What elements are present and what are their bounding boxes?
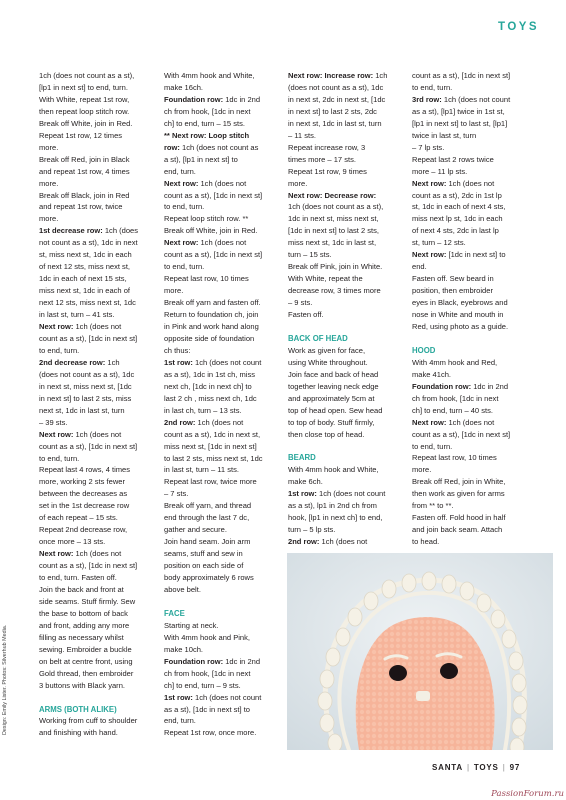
text-line: gather and secure.	[164, 525, 227, 535]
row-text: 1ch	[105, 357, 120, 367]
text-line	[39, 321, 156, 333]
text-line: position, then embroider	[412, 286, 493, 296]
row-label: Next row:	[412, 178, 447, 188]
text-line: [lp1 in next st] to end, turn.	[39, 82, 128, 92]
text-line: opposite side of foundation	[164, 333, 255, 343]
text-line: Repeat last 4 rows, 4 times	[39, 465, 131, 475]
page-number: 97	[509, 763, 521, 772]
text-line: not count as a st), 1dc in next	[39, 238, 138, 248]
text-line	[164, 142, 281, 154]
text-line: and repeat 1st row, 4 times	[39, 166, 130, 176]
text-line: count as a st), [1dc in next st]	[164, 250, 263, 260]
row-label: Next row: Decrease row:	[288, 190, 377, 200]
section-heading-arms: ARMS (BOTH ALIKE)	[39, 704, 117, 714]
text-line: twice in last st, turn	[412, 130, 477, 140]
text-line: [lp1 in next st] to last st, [lp1]	[412, 118, 508, 128]
text-line: between the decreases as	[39, 489, 128, 499]
watermark: PassionForum.ru	[491, 789, 564, 799]
row-text: 1ch (does not	[73, 549, 122, 559]
text-line: st, turn – 12 sts.	[412, 238, 466, 248]
text-line: Repeat loop stitch row. **	[164, 214, 249, 224]
text-line: of next 4 sts, 2dc in last lp	[412, 226, 499, 236]
footer-section: TOYS	[473, 763, 499, 772]
text-line: count as a st), 2dc in 1st lp	[412, 190, 502, 200]
text-line: turn – 5 lp sts.	[288, 525, 336, 535]
page-footer	[432, 763, 520, 772]
text-line: miss next lp st, 1dc in each	[412, 214, 503, 224]
text-line: st, miss next st, 1dc in each	[39, 250, 132, 260]
column-2	[164, 70, 281, 739]
text-line	[288, 488, 405, 500]
row-text: 1ch (does not	[446, 178, 495, 188]
text-line: end, turn.	[164, 166, 196, 176]
text-line: more.	[39, 142, 59, 152]
text-line	[412, 178, 529, 190]
text-line: once more – 13 sts.	[39, 537, 106, 547]
text-line: Repeat 1st row, 12 times	[39, 130, 123, 140]
row-label: 1st row:	[164, 692, 193, 702]
text-line: end.	[412, 262, 427, 272]
text-line: Repeat last row, 10 times	[412, 453, 497, 463]
section-heading-beard: BEARD	[288, 453, 316, 463]
text-line: and join back seam. Attach	[412, 525, 503, 535]
row-text: 1ch (does not count	[316, 489, 386, 499]
text-line: in next st] to last 2 sts, 2dc	[288, 106, 377, 116]
text-line: to last 2 sts, miss next st, 1dc	[164, 453, 263, 463]
text-line: ch from hook, [1dc in next	[164, 106, 251, 116]
text-line: – 39 sts.	[39, 417, 68, 427]
row-text: 1ch (does not	[198, 178, 247, 188]
text-line: make 10ch.	[164, 644, 204, 654]
row-text: 1ch (does not	[195, 417, 244, 427]
text-line	[412, 94, 529, 106]
text-line	[164, 94, 281, 106]
text-line: make 6ch.	[288, 477, 323, 487]
row-label: Next row:	[39, 429, 74, 439]
text-line: as a st), [lp1] twice in 1st st,	[412, 106, 505, 116]
text-line: times more – 17 sts.	[288, 154, 356, 164]
row-text: 1ch (does	[102, 226, 139, 236]
row-label: Next row: Increase row:	[288, 71, 374, 80]
text-line: top of head open. Sew head	[288, 405, 383, 415]
text-line: to end, turn.	[164, 262, 205, 272]
text-line: to end, turn. Fasten off.	[39, 573, 117, 583]
text-line	[164, 357, 281, 369]
santa-face-illustration	[287, 553, 553, 750]
text-line: as a st), [1dc in next st] to	[164, 704, 250, 714]
text-line: Break off yarn, and thread	[164, 501, 252, 511]
text-line: next 12 sts, miss next st, 1dc	[39, 298, 136, 308]
row-text: 1ch (does not count	[192, 692, 262, 702]
text-line: Gold thread, then embroider	[39, 668, 134, 678]
text-line: – 7 sts.	[164, 489, 189, 499]
santa-face-photo	[287, 553, 553, 750]
section-heading-hood: HOOD	[412, 345, 436, 355]
text-line	[164, 178, 281, 190]
row-text: 1dc in 2nd	[223, 656, 261, 666]
text-line	[288, 70, 405, 82]
text-line: Fasten off.	[288, 310, 324, 320]
text-line: With 4mm hook and White,	[288, 465, 379, 475]
text-line: in last ch, turn – 13 sts.	[164, 405, 242, 415]
text-line: to top of body. Stuff firmly,	[288, 417, 375, 427]
text-line: more.	[412, 465, 432, 475]
text-line: Fasten off. Sew beard in	[412, 274, 494, 284]
text-line: 1ch (does not count as a st),	[39, 71, 135, 80]
row-text: 1ch (does not	[73, 429, 122, 439]
text-line	[39, 357, 156, 369]
text-line: make 41ch.	[412, 369, 452, 379]
text-line: ch from hook, [1dc in next	[412, 393, 499, 403]
text-line: make 16ch.	[164, 82, 204, 92]
text-line: end through the last 7 dc,	[164, 513, 250, 523]
row-label: Next row:	[164, 238, 199, 248]
text-line: ch from hook, [1dc in next	[164, 668, 251, 678]
text-line: next st, 1dc in last st, turn	[39, 405, 125, 415]
text-line: Join face and back of head	[288, 369, 379, 379]
footer-magazine: SANTA	[432, 763, 463, 772]
text-line	[39, 429, 156, 441]
text-line: Break off White, join in Red.	[39, 118, 133, 128]
text-line: Return to foundation ch, join	[164, 310, 259, 320]
left-eye-icon	[389, 665, 407, 681]
text-line: ch thus:	[164, 345, 191, 355]
text-line: count as a st), [1dc in next st]	[412, 429, 511, 439]
row-text: 1ch (does not count	[192, 357, 262, 367]
text-line: With White, repeat the	[288, 274, 363, 284]
text-line: of each repeat – 15 sts.	[39, 513, 118, 523]
row-label: 2nd row:	[288, 537, 320, 547]
text-line: Break off Black, join in Red	[39, 190, 130, 200]
text-line: from ** to **.	[412, 501, 454, 511]
text-line: then repeat loop stitch row.	[39, 106, 130, 116]
text-line	[164, 656, 281, 668]
text-line: Repeat 1st row, once more.	[164, 728, 257, 738]
text-line: With 4mm hook and Red,	[412, 357, 498, 367]
text-line: – 7 lp sts.	[412, 142, 445, 152]
text-line: to head.	[412, 537, 440, 547]
row-label: Foundation row:	[164, 656, 224, 666]
text-line: count as a st), [1dc in next st]	[39, 441, 138, 451]
row-label: Foundation row:	[164, 94, 224, 104]
text-line: turn – 15 sts.	[288, 250, 332, 260]
text-line: and repeat 1st row, twice	[39, 202, 123, 212]
text-line	[164, 130, 281, 142]
text-line: sewing. Embroider a buckle	[39, 644, 132, 654]
text-line: to end, turn.	[412, 441, 453, 451]
text-line: decrease row, 3 times more	[288, 286, 381, 296]
row-label: 2nd row:	[164, 417, 196, 427]
text-line: more.	[39, 178, 59, 188]
text-line	[288, 190, 405, 202]
text-line: Working from cuff to shoulder	[39, 716, 138, 726]
text-line: above belt.	[164, 584, 201, 594]
text-line: to end, turn.	[164, 202, 205, 212]
row-label: Next row:	[412, 250, 447, 260]
text-line: miss next st, 1dc in each of	[39, 286, 131, 296]
text-line: set in the 1st decrease row	[39, 501, 130, 511]
row-text: 1dc in 2nd	[471, 381, 509, 391]
row-label: Next row:	[39, 549, 74, 559]
text-line: Repeat 2nd decrease row,	[39, 525, 128, 535]
column-4	[412, 70, 529, 548]
text-line: in last st, turn – 41 sts.	[39, 310, 115, 320]
section-tag: TOYS	[498, 21, 540, 33]
text-line: side seams. Stuff firmly. Sew	[39, 596, 136, 606]
text-line: in next st, 2dc in next st, [1dc	[288, 94, 386, 104]
text-line: as a st), lp1 in 2nd ch from	[288, 501, 377, 511]
row-text: 1ch (does not count as	[179, 142, 259, 152]
row-text: 1ch (does not	[446, 417, 495, 427]
text-line: then work as given for arms	[412, 489, 505, 499]
text-line: a st), [lp1 in next st] to	[164, 154, 238, 164]
row-text: 1dc in 2nd	[223, 94, 261, 104]
text-line: (does not count as a st), 1dc	[39, 369, 135, 379]
text-line: Red, using photo as a guide.	[412, 322, 509, 332]
section-heading-face: FACE	[164, 608, 185, 618]
row-label: Next row:	[39, 322, 74, 332]
text-line: (does not count as a st), 1dc	[288, 82, 384, 92]
text-line: count as a st), [1dc in next st]	[39, 333, 138, 343]
column-3	[288, 70, 405, 548]
text-line	[164, 692, 281, 704]
row-label: ** Next row: Loop stitch	[164, 130, 250, 140]
text-line	[288, 536, 405, 548]
text-line: With 4mm hook and White,	[164, 71, 255, 80]
row-text: 1ch (does not count	[441, 94, 511, 104]
text-line: – 11 sts.	[288, 130, 316, 140]
text-line	[39, 225, 156, 237]
text-line: next ch, [1dc in next ch] to	[164, 381, 252, 391]
text-line: together leaving neck edge	[288, 381, 379, 391]
row-label: Next row:	[412, 417, 447, 427]
text-line: and approximately 5cm at	[288, 393, 375, 403]
text-line: more.	[164, 286, 184, 296]
text-line: Break off White, join in Red.	[164, 226, 258, 236]
text-line: Repeat last 2 rows twice	[412, 154, 494, 164]
row-text: 1ch (does not	[73, 322, 122, 332]
text-line: 1dc in next st, miss next st,	[288, 214, 379, 224]
photo-credit: Design: Emily Lister. Photos: Silverhub Media.	[2, 624, 8, 735]
text-line: in Pink and work hand along	[164, 322, 259, 332]
text-line: Break off Red, join in White,	[412, 477, 506, 487]
text-line: Break off Red, join in Black	[39, 154, 130, 164]
text-line: Break off Pink, join in White.	[288, 262, 383, 272]
text-line	[412, 381, 529, 393]
text-line	[164, 417, 281, 429]
text-line: of next 12 sts, miss next st,	[39, 262, 131, 272]
text-line: ch] to end, turn – 40 sts.	[412, 405, 493, 415]
text-line: to end, turn.	[412, 82, 453, 92]
row-text: 1ch (does not	[319, 537, 368, 547]
text-line: 1ch (does not count as a st),	[288, 202, 384, 212]
column-1	[39, 70, 156, 739]
text-line: more – 11 lp sts.	[412, 166, 468, 176]
text-line: more.	[288, 178, 308, 188]
row-text: [1dc in next st] to	[446, 250, 506, 260]
text-line: Join hand seam. Join arm	[164, 537, 251, 547]
text-line: end, turn.	[164, 716, 196, 726]
text-line: the base to bottom of back	[39, 608, 128, 618]
text-line: count as a st), [1dc in next st]	[164, 190, 263, 200]
row-label: row:	[164, 142, 180, 152]
text-line: body approximately 6 rows	[164, 573, 254, 583]
text-line: [1dc in next st] to last 2 sts,	[288, 226, 380, 236]
text-line: Repeat last row, twice more	[164, 477, 257, 487]
text-line: as a st), 1dc in 1st ch, miss	[164, 369, 256, 379]
text-line: then close top of head.	[288, 429, 365, 439]
text-line: eyes in Black, eyebrows and	[412, 298, 508, 308]
row-label: 2nd decrease row:	[39, 357, 106, 367]
text-line: more, working 2 sts fewer	[39, 477, 125, 487]
text-line: miss next st, 1dc in last st,	[288, 238, 377, 248]
footer-separator: |	[502, 763, 506, 772]
row-text: 1ch (does not	[198, 238, 247, 248]
text-line: Fasten off. Fold hood in half	[412, 513, 506, 523]
text-line: count as a st), [1dc in next st]	[39, 561, 138, 571]
text-line: miss next st, [1dc in next st]	[164, 441, 257, 451]
row-label: 3rd row:	[412, 94, 442, 104]
nose	[416, 691, 430, 701]
text-line: Join the back and front at	[39, 584, 124, 594]
text-line: in last st, turn – 11 sts.	[164, 465, 239, 475]
row-label: 1st decrease row:	[39, 226, 103, 236]
text-line: count as a st), [1dc in next st]	[412, 71, 511, 80]
row-label: 1st row:	[164, 357, 193, 367]
text-line: – 9 sts.	[288, 298, 313, 308]
text-line: ch] to end, turn – 15 sts.	[164, 118, 245, 128]
text-line: Repeat 1st row, 9 times	[288, 166, 367, 176]
text-line	[412, 417, 529, 429]
text-line: Break off yarn and fasten off.	[164, 298, 261, 308]
text-line: 3 buttons with Black yarn.	[39, 680, 125, 690]
text-line	[164, 237, 281, 249]
text-line: in next st] to last 2 sts, miss	[39, 393, 132, 403]
text-line: filling as necessary whilst	[39, 632, 124, 642]
text-line: more.	[39, 214, 59, 224]
section-heading-back-of-head: BACK OF HEAD	[288, 333, 348, 343]
footer-separator: |	[466, 763, 470, 772]
text-line: and front, adding any more	[39, 620, 130, 630]
text-line: nose in White and mouth in	[412, 310, 504, 320]
text-line: With 4mm hook and Pink,	[164, 632, 250, 642]
text-line: in next st, miss next st, [1dc	[39, 381, 132, 391]
text-line: With White, repeat 1st row,	[39, 94, 130, 104]
text-line: using White throughout.	[288, 357, 368, 367]
text-line: 1dc in each of next 15 sts,	[39, 274, 127, 284]
row-label: 1st row:	[288, 489, 317, 499]
text-line: to end, turn.	[39, 345, 80, 355]
text-line: st, 1dc in each of next 4 sts,	[412, 202, 506, 212]
text-line: and finishing with hand.	[39, 728, 118, 738]
row-text: 1ch	[373, 71, 388, 80]
text-line: Repeat last row, 10 times	[164, 274, 249, 284]
text-line: ch] to end, turn – 9 sts.	[164, 680, 241, 690]
text-line: Starting at neck.	[164, 620, 219, 630]
text-line: to end, turn.	[39, 453, 80, 463]
text-line: hook, [lp1 in next ch] to end,	[288, 513, 383, 523]
text-line: Repeat increase row, 3	[288, 142, 366, 152]
text-line: position on each side of	[164, 561, 244, 571]
text-line: count as a st), 1dc in next st,	[164, 429, 261, 439]
text-line: on belt at centre front, using	[39, 656, 133, 666]
text-line	[39, 548, 156, 560]
text-line	[412, 249, 529, 261]
text-line: last 2 ch , miss next ch, 1dc	[164, 393, 257, 403]
text-line: Work as given for face,	[288, 345, 366, 355]
text-line: in next st, 1dc in last st, turn	[288, 118, 382, 128]
row-label: Next row:	[164, 178, 199, 188]
text-line: seams, stuff and sew in	[164, 549, 243, 559]
right-eye-icon	[440, 663, 458, 679]
row-label: Foundation row:	[412, 381, 472, 391]
